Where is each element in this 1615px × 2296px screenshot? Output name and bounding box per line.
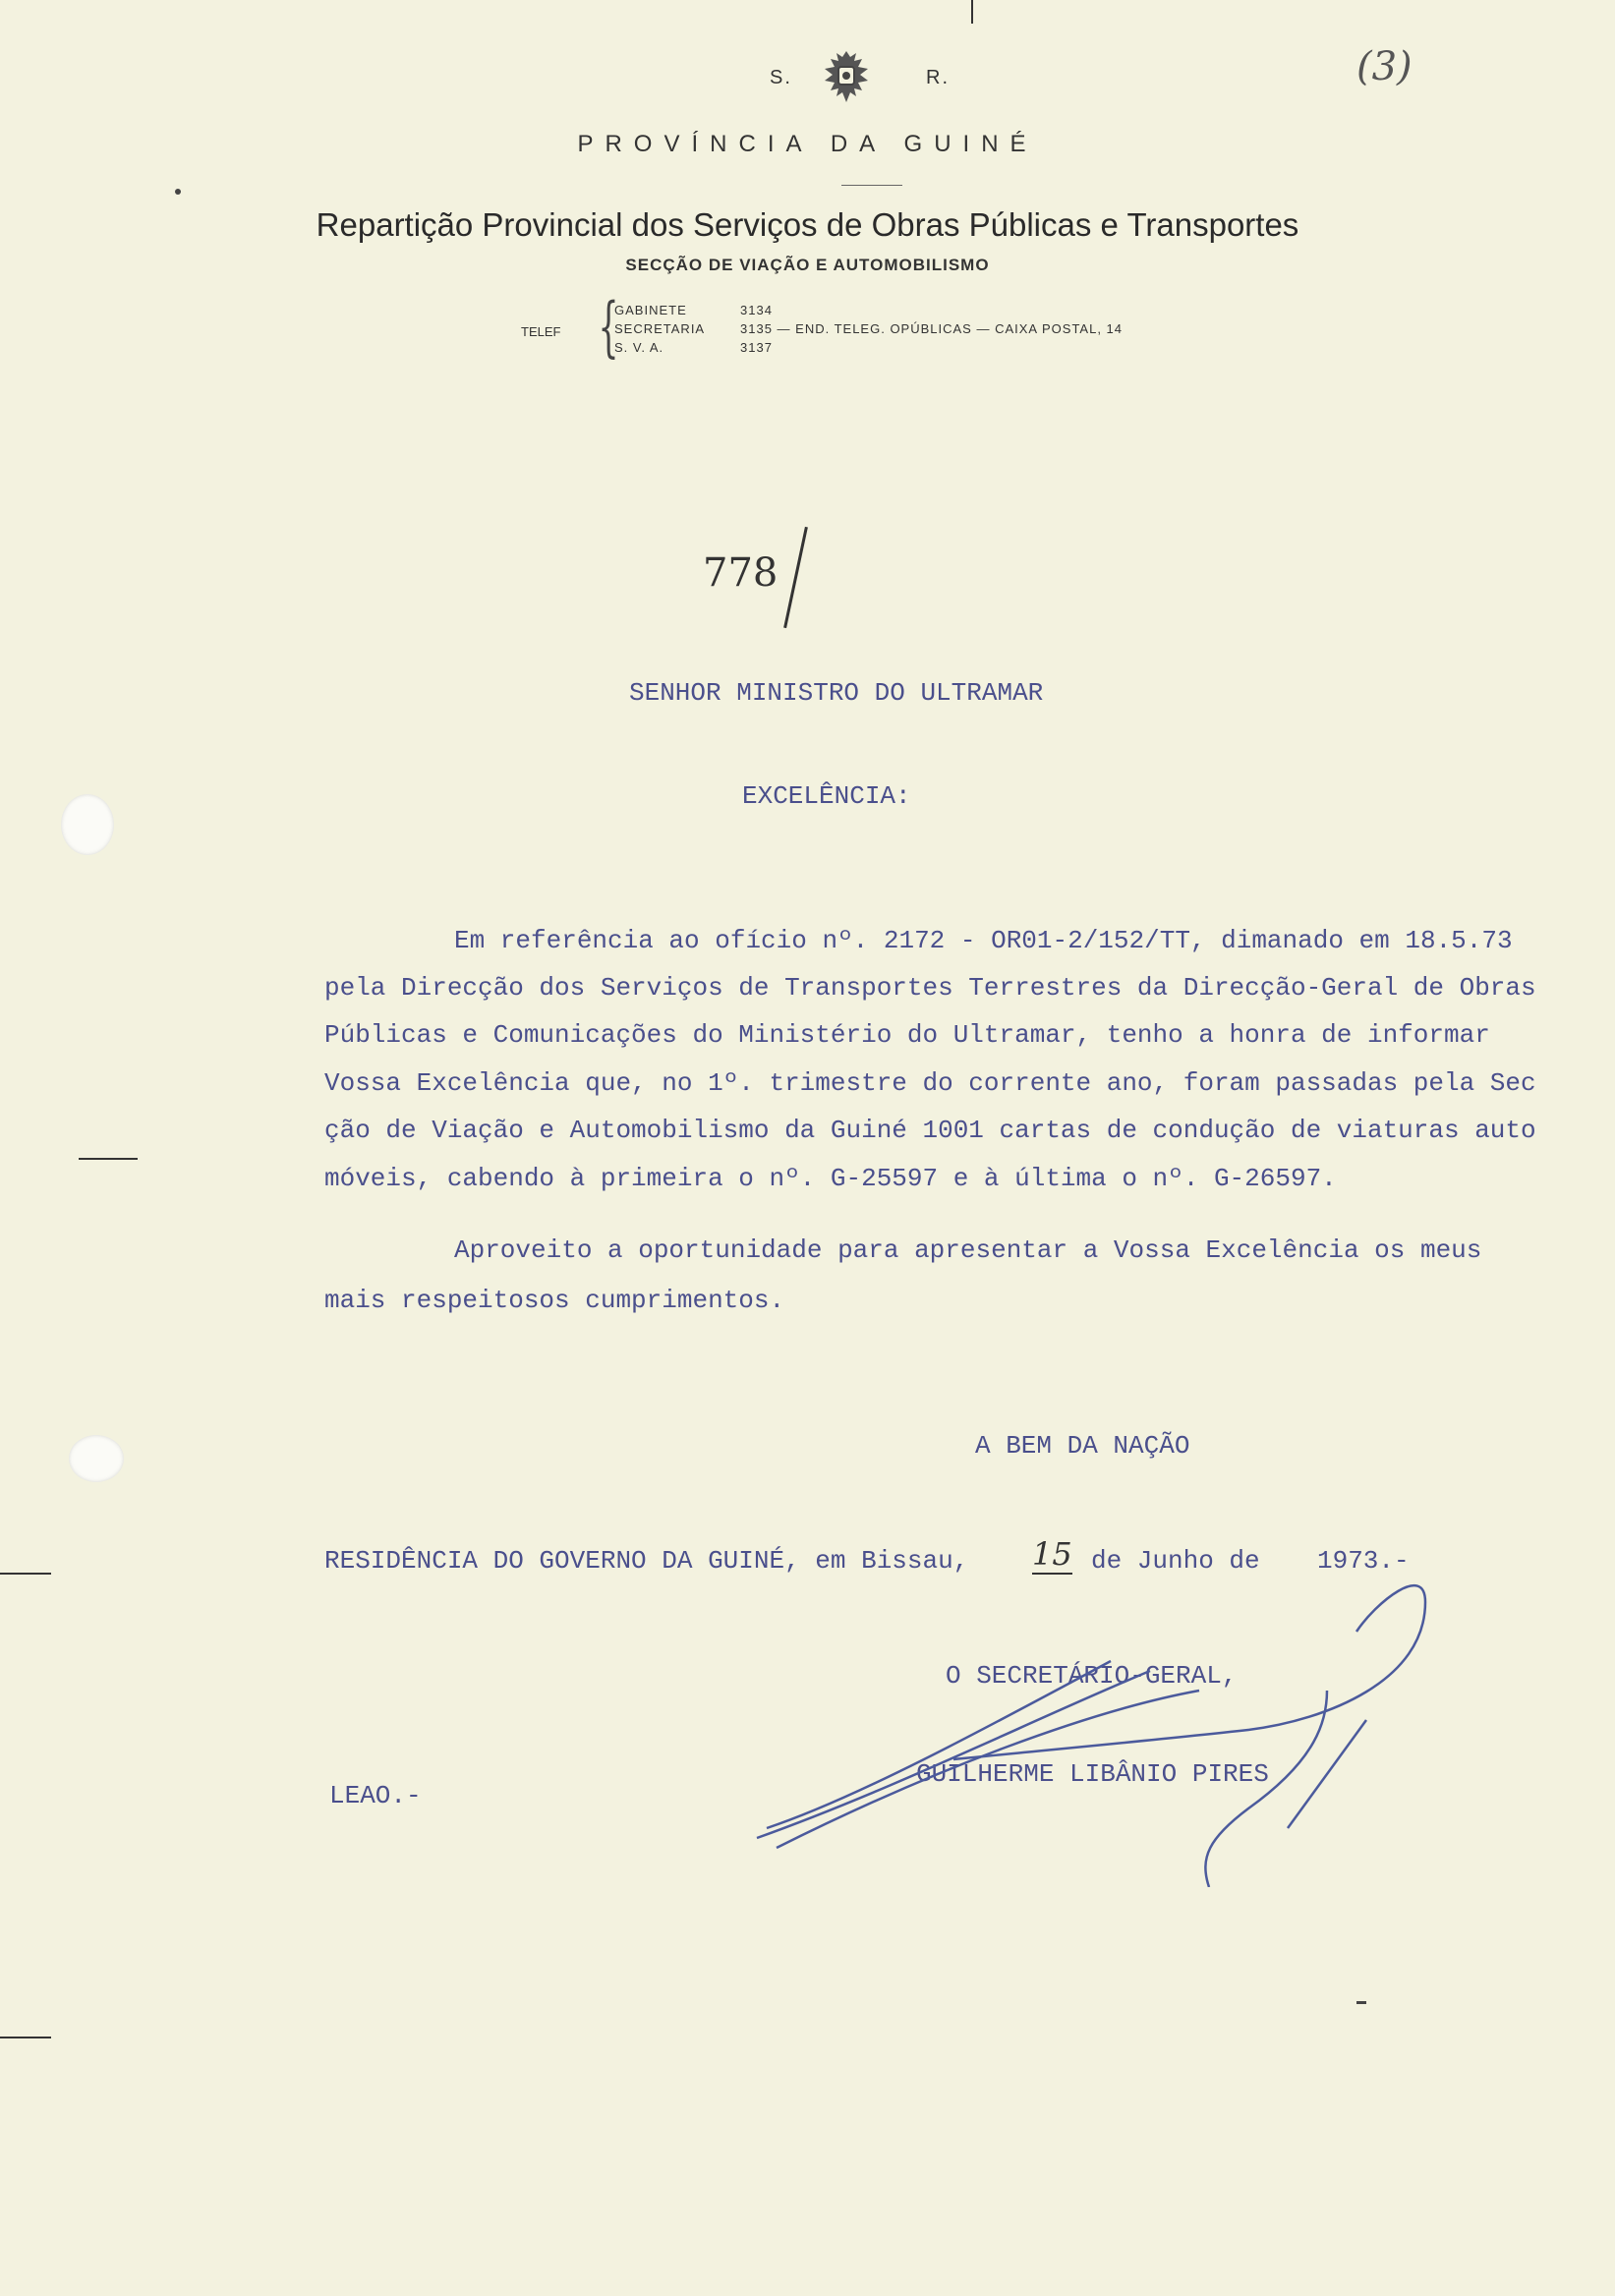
phone-list xyxy=(614,301,1123,357)
body-line: ção de Viação e Automobilismo da Guiné 1001 cartas de condução de viaturas auto xyxy=(324,1116,1536,1145)
signature-name: GUILHERME LIBÂNIO PIRES xyxy=(916,1759,1269,1789)
closing-line: mais respeitosos cumprimentos. xyxy=(324,1286,785,1315)
ref-slash xyxy=(783,527,808,628)
margin-mark xyxy=(0,2037,51,2038)
punch-hole xyxy=(69,1435,124,1482)
page-mark: (3) xyxy=(1356,44,1413,89)
dash-mark xyxy=(1356,2001,1366,2004)
margin-mark xyxy=(79,1158,138,1160)
date-suffix: de Junho de xyxy=(1091,1546,1260,1576)
coat-of-arms-icon xyxy=(819,47,874,108)
phone-row: SECRETARIA 3135 — END. TELEG. OPÚBLICAS — CAIXA POSTAL, 14 xyxy=(614,321,1124,336)
reference-number: 778 xyxy=(703,550,779,596)
phone-row: S. V. A. 3137 xyxy=(614,340,773,355)
signature-scribble xyxy=(737,1563,1445,1887)
body-line: Em referência ao ofício nº. 2172 - OR01-2/152/TT, dimanado em 18.5.73 xyxy=(454,926,1513,955)
punch-hole xyxy=(61,794,114,855)
body-line: Públicas e Comunicações do Ministério do Ultramar, tenho a honra de informar xyxy=(324,1020,1490,1050)
motto: A BEM DA NAÇÃO xyxy=(975,1431,1190,1461)
date-day: 15 xyxy=(1032,1535,1072,1573)
file-note: LEAO.- xyxy=(329,1781,422,1810)
margin-mark xyxy=(0,1573,51,1575)
dot-mark xyxy=(175,189,181,195)
divider xyxy=(841,185,902,186)
brace: { xyxy=(598,289,619,365)
closing-line: Aproveito a oportunidade para apresentar a Vossa Excelência os meus xyxy=(454,1235,1482,1265)
top-tick xyxy=(971,0,973,24)
date-prefix: RESIDÊNCIA DO GOVERNO DA GUINÉ, em Bissau, xyxy=(324,1546,969,1576)
salutation: EXCELÊNCIA: xyxy=(742,781,911,811)
department-title: Repartição Provincial dos Serviços de Obras Públicas e Transportes xyxy=(316,206,1299,243)
signature-title: O SECRETÁRIO-GERAL, xyxy=(946,1661,1238,1691)
s-letter: S. xyxy=(770,67,792,88)
province-title: PROVÍNCIA DA GUINÉ xyxy=(577,131,1038,157)
body-line: móveis, cabendo à primeira o nº. G-25597 e à última o nº. G-26597. xyxy=(324,1164,1337,1193)
body-line: Vossa Excelência que, no 1º. trimestre do corrente ano, foram passadas pela Sec xyxy=(324,1068,1536,1098)
date-year: 1973.- xyxy=(1317,1546,1410,1576)
addressee: SENHOR MINISTRO DO ULTRAMAR xyxy=(629,678,1044,708)
body-line: pela Direcção dos Serviços de Transportes Terrestres da Direcção-Geral de Obras xyxy=(324,973,1536,1003)
telef-label: TELEF xyxy=(521,324,561,339)
phone-row: GABINETE 3134 xyxy=(614,303,773,317)
r-letter: R. xyxy=(926,67,950,88)
section-title: SECÇÃO DE VIAÇÃO E AUTOMOBILISMO xyxy=(625,256,990,274)
